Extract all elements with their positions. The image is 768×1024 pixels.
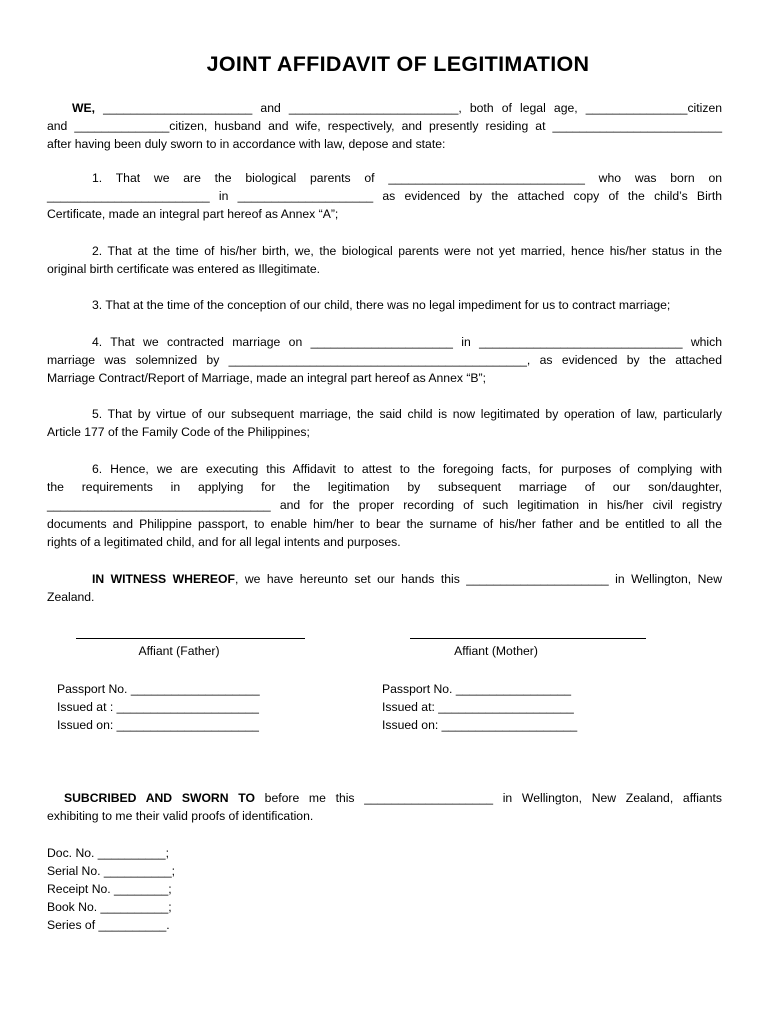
paragraph-1-line-2: ________________________ in ____________________ as evidenced by the attached copy of the child’s Birth: [47, 189, 722, 204]
father-passport-no: Passport No. ___________________: [57, 682, 260, 696]
paragraph-2-line-2: original birth certificate was entered as Illegitimate.: [47, 262, 320, 277]
jurat-line-1-text: before me this ___________________ in Wellington, New Zealand, affiants: [254, 791, 722, 805]
jurat-heading: SUBCRIBED AND SWORN TO: [64, 791, 255, 805]
paragraph-4: [47, 333, 722, 388]
paragraph-6: [47, 460, 722, 551]
intro-we: WE,: [72, 101, 96, 115]
series-of: Series of __________.: [47, 918, 170, 932]
paragraph-6-line-5: rights of a legitimated child, and for all legal intents and purposes.: [47, 534, 401, 549]
paragraph-4-line-1: 4. That we contracted marriage on _____________________ in ______________________________ which: [92, 335, 722, 349]
mother-issued-on: Issued on: ____________________: [382, 718, 578, 732]
book-no: Book No. __________;: [47, 900, 172, 914]
intro-line-2: and ______________citizen, husband and wife, respectively, and presently residing at _________________________: [47, 119, 722, 134]
paragraph-3-line-1: 3. That at the time of the conception of our child, there was no legal impediment for us to contract marriage;: [92, 298, 671, 312]
doc-no: Doc. No. __________;: [47, 846, 169, 860]
father-issued-on: Issued on: _____________________: [57, 718, 259, 732]
mother-signature-label: Affiant (Mother): [454, 644, 538, 658]
witness-line-2: Zealand.: [47, 590, 95, 605]
paragraph-5-line-2: Article 177 of the Family Code of the Philippines;: [47, 425, 310, 440]
paragraph-2-line-1: 2. That at the time of his/her birth, we, the biological parents were not yet married, hence his/her status in the: [92, 244, 722, 258]
paragraph-6-line-2: the requirements in applying for the legitimation by subsequent marriage of our son/daughter,: [47, 480, 722, 495]
paragraph-5-line-1: 5. That by virtue of our subsequent marriage, the said child is now legitimated by operation of law, particularly: [92, 407, 722, 421]
intro-line-1: [47, 99, 722, 117]
mother-passport-no: Passport No. _________________: [382, 682, 572, 696]
paragraph-3: [47, 296, 722, 314]
intro-line-3: after having been duly sworn to in accordance with law, depose and state:: [47, 137, 446, 152]
father-issued-at: Issued at : _____________________: [57, 700, 259, 714]
document-title: JOINT AFFIDAVIT OF LEGITIMATION: [206, 52, 590, 76]
jurat-paragraph: [47, 789, 722, 825]
father-signature-label: Affiant (Father): [138, 644, 220, 658]
paragraph-4-line-2: marriage was solemnized by ____________________________________________, as evidenced by the attached: [47, 353, 722, 368]
paragraph-6-line-3: _________________________________ and for the proper recording of such legitimation in his/her civil registry: [47, 498, 722, 513]
paragraph-2: [47, 242, 722, 278]
father-signature-line: [76, 638, 305, 639]
receipt-no: Receipt No. ________;: [47, 882, 172, 896]
mother-issued-at: Issued at: ____________________: [382, 700, 574, 714]
witness-paragraph: [47, 570, 722, 606]
paragraph-5: [47, 405, 722, 441]
intro-line-1-text: ______________________ and _________________________, both of legal age, _______________citizen: [95, 101, 722, 115]
mother-signature-line: [410, 638, 646, 639]
intro-paragraph: [47, 99, 722, 154]
jurat-line-2: exhibiting to me their valid proofs of identification.: [47, 809, 314, 824]
paragraph-4-line-3: Marriage Contract/Report of Marriage, made an integral part hereof as Annex “B”;: [47, 371, 486, 386]
paragraph-6-line-4: documents and Philippine passport, to enable him/her to bear the surname of his/her father and be entitled to all the: [47, 516, 722, 531]
paragraph-1-line-3: Certificate, made an integral part hereof as Annex “A”;: [47, 207, 339, 222]
serial-no: Serial No. __________;: [47, 864, 176, 878]
jurat-line-1: [47, 789, 722, 807]
witness-line-1: [47, 570, 722, 588]
paragraph-1-line-1: 1. That we are the biological parents of _____________________________ who was born on: [92, 171, 722, 185]
witness-heading: IN WITNESS WHEREOF: [92, 572, 235, 586]
witness-line-1-text: , we have hereunto set our hands this _____________________ in Wellington, New: [234, 572, 722, 586]
paragraph-1: [47, 169, 722, 224]
paragraph-6-line-1: 6. Hence, we are executing this Affidavit to attest to the foregoing facts, for purposes of complying with: [92, 462, 722, 476]
